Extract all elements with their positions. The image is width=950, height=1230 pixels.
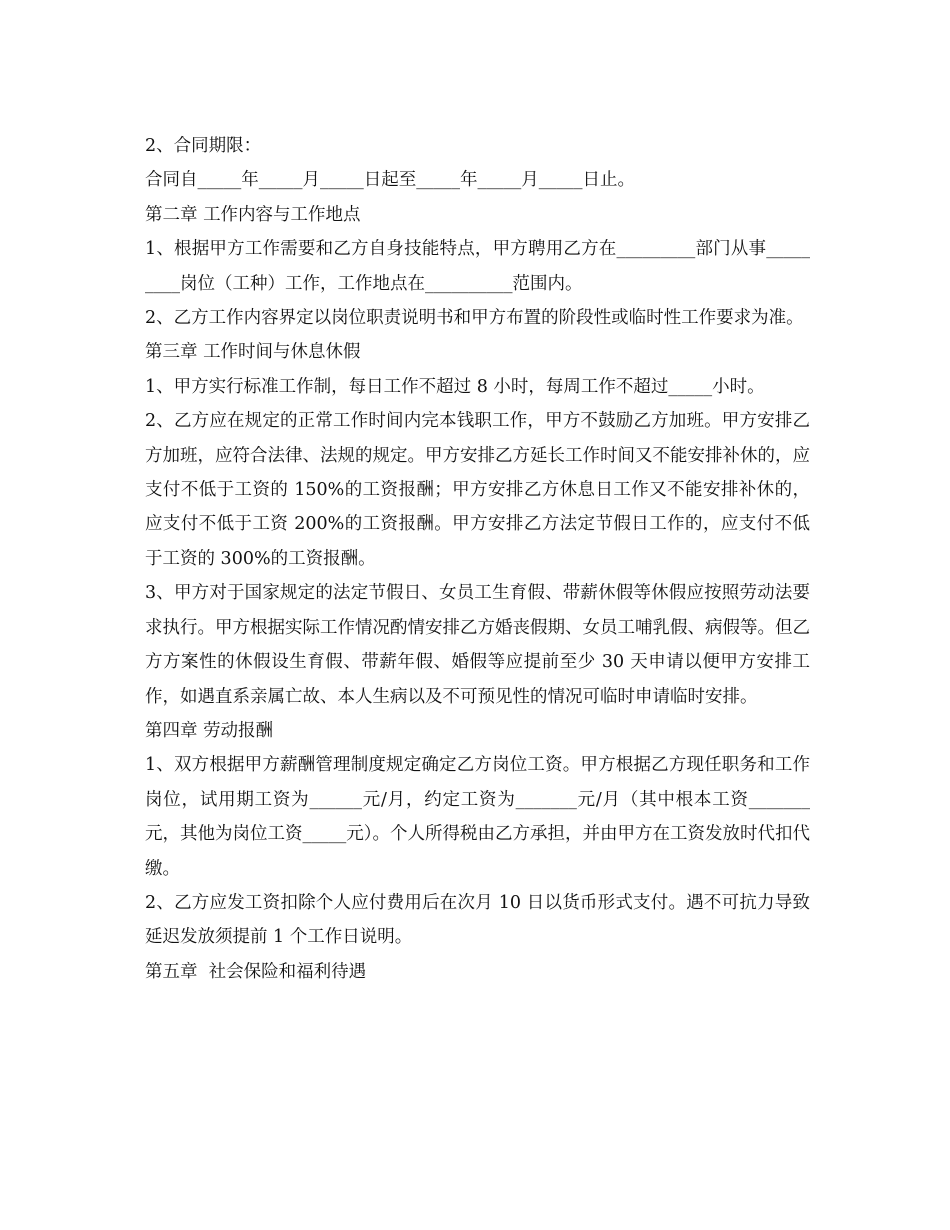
chapter-2-title: 第二章 工作内容与工作地点 (145, 204, 361, 225)
chapter-4-clause-2: 2、乙方应发工资扣除个人应付费用后在次月 10 日以货币形式支付。遇不可抗力导致延迟发放须提前 1 个工作日说明。 (145, 892, 810, 948)
chapter-3-clause-3: 3、甲方对于国家规定的法定节假日、女员工生育假、带薪休假等休假应按照劳动法要求执行。甲方根据实际工作情况酌情安排乙方婚丧假期、女员工哺乳假、病假等。但乙方方案性的休假设生育假、带薪年假、婚假等应提前至少 30 天申请以便甲方安排工作，如遇直系亲属亡故、本人生病以及不可预见性的情况可临时申请临时安排。 (145, 583, 810, 707)
chapter-3-clause-2: 2、乙方应在规定的正常工作时间内完本钱职工作，甲方不鼓励乙方加班。甲方安排乙方加班，应符合法律、法规的规定。甲方安排乙方延长工作时间又不能安排补休的，应支付不低于工资的 150%的工资报酬；甲方安排乙方休息日工作又不能安排补休的，应支付不低于工资 200%的工资报酬。甲方安排乙方法定节假日工作的，应支付不低于工资的 300%的工资报酬。 (145, 411, 810, 569)
contract-term-heading: 2、合同期限： (145, 136, 262, 156)
contract-term-dates: 合同自_____年_____月_____日起至_____年_____月_____日止。 (145, 170, 635, 191)
chapter-3-clause-1: 1、甲方实行标准工作制，每日工作不超过 8 小时，每周工作不超过_____小时。 (145, 376, 765, 397)
chapter-2-clause-1: 1、根据甲方工作需要和乙方自身技能特点，甲方聘用乙方在_________部门从事_________岗位（工种）工作，工作地点在__________范围内。 (145, 239, 810, 294)
chapter-3-title: 第三章 工作时间与休息休假 (145, 342, 361, 363)
chapter-4-clause-1: 1、双方根据甲方薪酬管理制度规定确定乙方岗位工资。甲方根据乙方现任职务和工作岗位，试用期工资为______元/月，约定工资为_______元/月（其中根本工资_______元，其他为岗位工资_____元）。个人所得税由乙方承担，并由甲方在工资发放时代扣代缴。 (145, 755, 810, 879)
chapter-4-title: 第四章 劳动报酬 (145, 720, 274, 741)
document-body (145, 129, 810, 989)
chapter-2-clause-2: 2、乙方工作内容界定以岗位职责说明书和甲方布置的阶段性或临时性工作要求为准。 (145, 308, 804, 329)
chapter-5-title: 第五章 社会保险和福利待遇 (145, 961, 367, 982)
